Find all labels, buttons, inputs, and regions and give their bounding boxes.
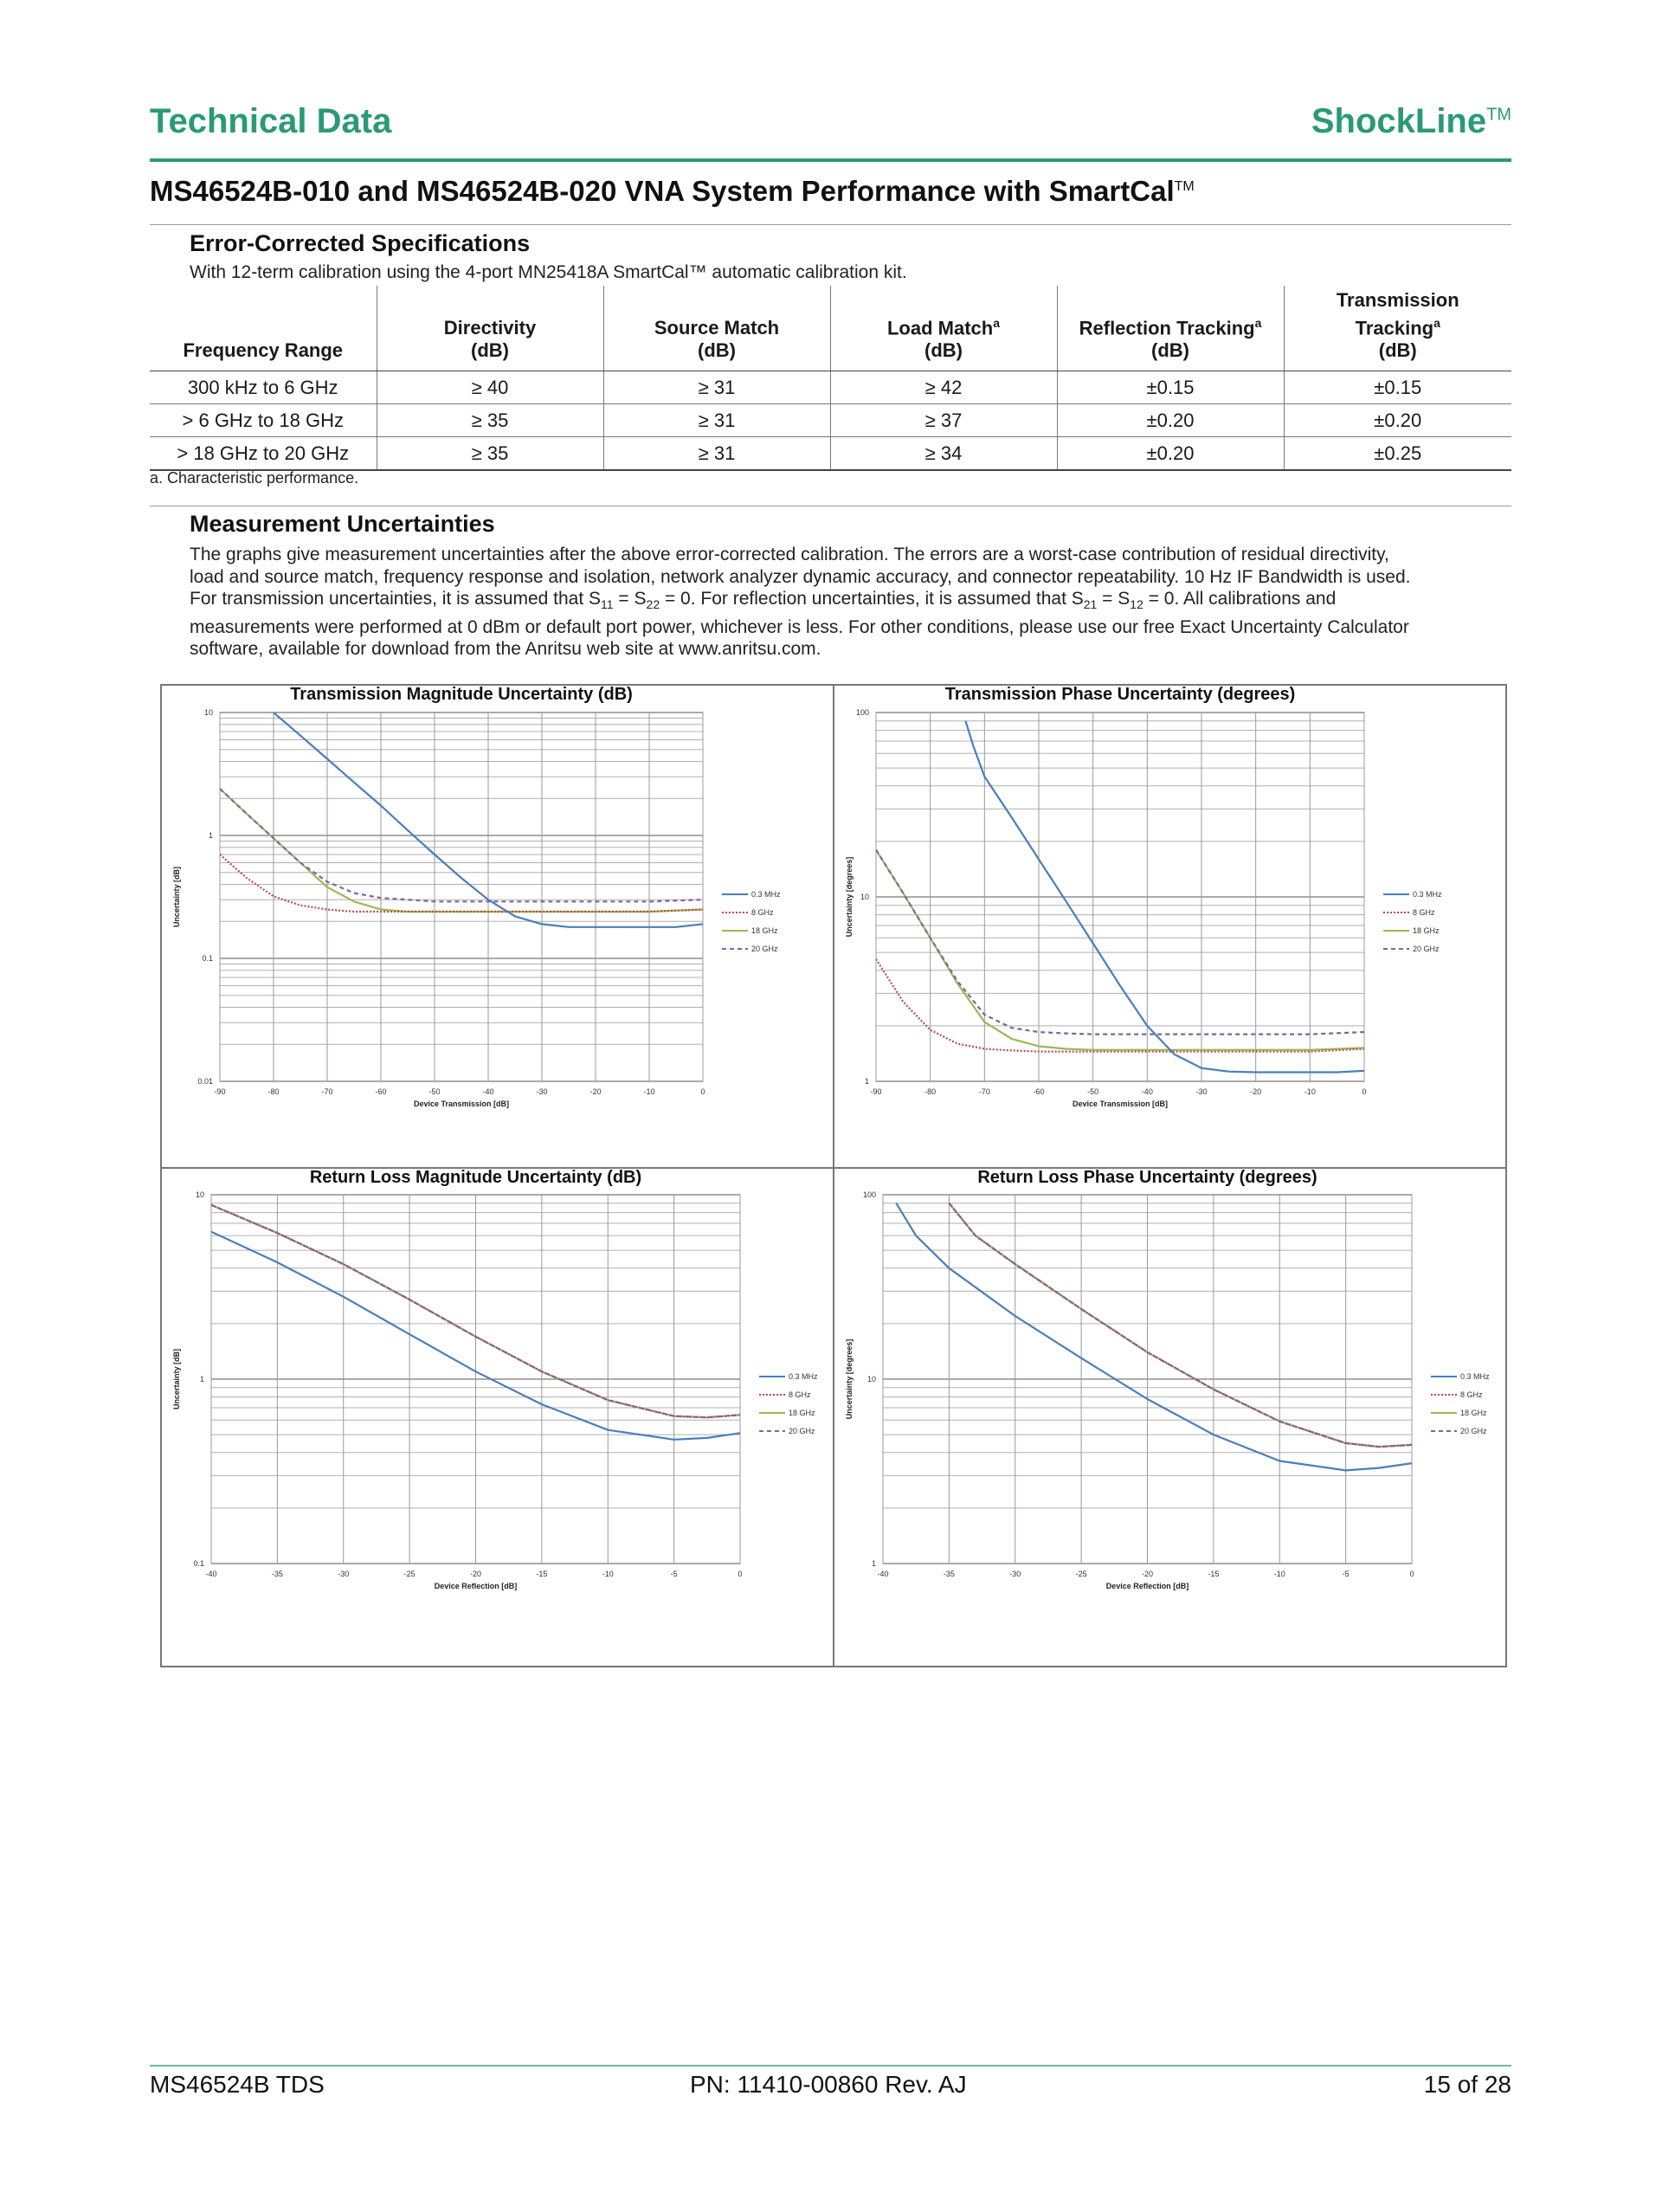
measurement-line: load and source match, frequency response and isolation, network analyzer dynamic accuracy, and connector repeatability. 10 Hz IF Bandwidth is used. (190, 566, 1411, 587)
y-tick-label: 1 (871, 1559, 876, 1568)
measurement-line: The graphs give measurement uncertainties after the above error-corrected calibration. The errors are a worst-case contribution of residual directivity, (190, 545, 1389, 564)
y-tick-label: 100 (855, 708, 869, 717)
spec-table (150, 286, 1511, 471)
x-tick-label: -30 (1009, 1570, 1021, 1578)
legend-label: 18 GHz (1413, 926, 1440, 935)
table-cell: ≥ 35 (377, 437, 603, 471)
brand-text: ShockLine (1311, 102, 1487, 140)
y-tick-label: 0.1 (202, 954, 213, 963)
chart-return-loss-phase (834, 1169, 1505, 1666)
legend-label: 20 GHz (1460, 1427, 1487, 1435)
page-title (150, 175, 1195, 208)
col-transmission-tracking: Transmission Tracking$^a$ (dB) (1284, 286, 1511, 371)
x-axis-title: Device Reflection [dB] (434, 1582, 518, 1590)
table-cell: ≥ 34 (830, 437, 1057, 471)
x-tick-label: -90 (870, 1087, 882, 1096)
page-title-text: MS46524B-010 and MS46524B-020 VNA System Performance with SmartCal (150, 175, 1175, 207)
x-tick-label: -20 (1141, 1570, 1154, 1578)
spec-header-row (150, 286, 1511, 371)
x-tick-label: -35 (271, 1570, 283, 1578)
x-axis-title: Device Transmission [dB] (413, 1100, 510, 1108)
x-tick-label: -5 (1342, 1570, 1350, 1578)
x-tick-label: -80 (924, 1087, 937, 1096)
table-cell: 300 kHz to 6 GHz (150, 371, 377, 404)
x-tick-label: -50 (428, 1087, 441, 1096)
x-tick-label: -40 (877, 1570, 889, 1578)
y-tick-label: 10 (860, 893, 869, 901)
table-row (150, 404, 1511, 437)
x-tick-label: -35 (943, 1570, 955, 1578)
legend-label: 0.3 MHz (1460, 1372, 1490, 1381)
y-tick-label: 10 (203, 708, 213, 717)
x-tick-label: 0 (1362, 1087, 1367, 1096)
y-tick-label: 100 (862, 1190, 876, 1199)
col-frequency-range: Frequency Range (150, 286, 377, 371)
chart-transmission-magnitude (162, 686, 833, 1167)
legend-label: 20 GHz (1413, 945, 1440, 953)
table-row (150, 371, 1511, 404)
table-cell: ±0.25 (1284, 437, 1511, 471)
col-directivity: Directivity (dB) (377, 286, 603, 371)
legend-label: 8 GHz (789, 1390, 811, 1399)
legend-label: 0.3 MHz (789, 1372, 818, 1381)
table-cell: ≥ 31 (603, 371, 830, 404)
footer-page-number: 15 of 28 (1423, 2071, 1511, 2098)
chart-transmission-phase (834, 686, 1505, 1167)
table-cell: ≥ 42 (830, 371, 1057, 404)
x-tick-label: 0 (738, 1570, 743, 1578)
x-tick-label: 0 (700, 1087, 705, 1096)
table-cell: ≥ 37 (830, 404, 1057, 437)
y-axis-title: Uncertainty [degrees] (845, 856, 854, 938)
x-axis-title: Device Transmission [dB] (1072, 1100, 1169, 1108)
x-tick-label: -70 (978, 1087, 990, 1096)
x-tick-label: -60 (1033, 1087, 1045, 1096)
col-reflection-tracking: Reflection Tracking$^a$ (dB) (1057, 286, 1284, 371)
footer-rule (150, 2065, 1511, 2067)
y-axis-title: Uncertainty [degrees] (845, 1338, 854, 1420)
x-tick-label: -40 (482, 1087, 494, 1096)
chart-title: Return Loss Magnitude Uncertainty (dB) (309, 1169, 642, 1187)
brand-name (1311, 102, 1511, 141)
x-tick-label: -70 (321, 1087, 333, 1096)
table-cell: ±0.15 (1057, 371, 1284, 404)
table-cell: ≥ 40 (377, 371, 603, 404)
x-tick-label: -90 (214, 1087, 226, 1096)
measurement-heading: Measurement Uncertainties (190, 511, 495, 537)
col-load-match: Load Match$^a$ (dB) (830, 286, 1057, 371)
y-tick-label: 0.01 (197, 1077, 213, 1086)
y-axis-title: Uncertainty [dB] (172, 866, 181, 928)
legend-label: 20 GHz (751, 945, 778, 953)
y-tick-label: 10 (866, 1375, 876, 1383)
table-cell: ±0.20 (1057, 437, 1284, 471)
y-tick-label: 10 (195, 1190, 204, 1199)
plot-area (220, 713, 703, 1081)
legend-label: 0.3 MHz (1413, 890, 1442, 899)
x-tick-label: -40 (205, 1570, 217, 1578)
x-tick-label: -10 (1304, 1087, 1316, 1096)
x-tick-label: -30 (338, 1570, 350, 1578)
brand-tm: TM (1486, 105, 1511, 125)
x-tick-label: -10 (643, 1087, 655, 1096)
chart-title: Return Loss Phase Uncertainty (degrees) (977, 1169, 1317, 1187)
table-cell: ≥ 31 (603, 437, 830, 471)
x-tick-label: -20 (1250, 1087, 1262, 1096)
x-tick-label: -25 (1075, 1570, 1087, 1578)
table-cell: ±0.20 (1057, 404, 1284, 437)
x-tick-label: -20 (469, 1570, 482, 1578)
table-cell: ±0.20 (1284, 404, 1511, 437)
measurement-body (190, 544, 1514, 661)
x-tick-label: -25 (403, 1570, 416, 1578)
error-corrected-subtitle: With 12-term calibration using the 4-port MN25418A SmartCal™ automatic calibration kit. (190, 262, 907, 282)
x-tick-label: -15 (1208, 1570, 1220, 1578)
x-tick-label: -15 (536, 1570, 548, 1578)
legend-label: 8 GHz (1413, 908, 1435, 917)
x-tick-label: -30 (1195, 1087, 1208, 1096)
table-cell: ±0.15 (1284, 371, 1511, 404)
measurement-line: measurements were performed at 0 dBm or default port power, whichever is less. For other conditions, please use our free Exact Uncertainty Calculator (190, 616, 1409, 637)
x-tick-label: -10 (1273, 1570, 1285, 1578)
table-footnote: a. Characteristic performance. (150, 469, 359, 487)
table-row (150, 437, 1511, 471)
legend-label: 0.3 MHz (751, 890, 781, 899)
footer-part-number: PN: 11410-00860 Rev. AJ (690, 2071, 967, 2098)
legend-label: 18 GHz (789, 1409, 815, 1417)
y-tick-label: 1 (864, 1077, 869, 1086)
error-corrected-heading: Error-Corrected Specifications (190, 230, 531, 256)
y-tick-label: 1 (208, 831, 213, 840)
legend-label: 8 GHz (1460, 1390, 1483, 1399)
x-axis-title: Device Reflection [dB] (1105, 1582, 1189, 1590)
x-tick-label: -40 (1141, 1087, 1153, 1096)
x-tick-label: -5 (670, 1570, 678, 1578)
x-tick-label: -50 (1087, 1087, 1099, 1096)
footer-doc-name: MS46524B TDS (150, 2071, 325, 2098)
chart-return-loss-magnitude (162, 1169, 833, 1666)
table-cell: ≥ 35 (377, 404, 603, 437)
legend-label: 18 GHz (1460, 1409, 1487, 1417)
x-tick-label: -80 (267, 1087, 280, 1096)
y-tick-label: 1 (199, 1375, 204, 1383)
table-cell: > 18 GHz to 20 GHz (150, 437, 377, 471)
legend-label: 18 GHz (751, 926, 778, 935)
header-rule (150, 158, 1511, 162)
legend-label: 20 GHz (789, 1427, 815, 1435)
x-tick-label: 0 (1409, 1570, 1414, 1578)
y-tick-label: 0.1 (193, 1559, 204, 1568)
legend-label: 8 GHz (751, 908, 774, 917)
table-cell: ≥ 31 (603, 404, 830, 437)
col-source-match: Source Match (dB) (603, 286, 830, 371)
title-rule (150, 224, 1511, 225)
measurement-line: software, available for download from the Anritsu web site at www.anritsu.com. (190, 639, 821, 660)
x-tick-label: -30 (536, 1087, 548, 1096)
chart-title: Transmission Phase Uncertainty (degrees) (944, 686, 1296, 704)
x-tick-label: -60 (375, 1087, 387, 1096)
table-cell: > 6 GHz to 18 GHz (150, 404, 377, 437)
chart-title: Transmission Magnitude Uncertainty (dB) (290, 686, 633, 704)
page-title-tm: TM (1174, 179, 1195, 194)
x-tick-label: -10 (602, 1570, 614, 1578)
measurement-line: For transmission uncertainties, it is assumed that $S_{11} = S_{22} = 0$. For reflection uncertainties, it is assumed that $S_{21} = S_{12} = 0$. All calibrations and (190, 589, 1337, 612)
y-axis-title: Uncertainty [dB] (172, 1348, 181, 1410)
x-tick-label: -20 (589, 1087, 602, 1096)
header-title: Technical Data (150, 102, 392, 140)
